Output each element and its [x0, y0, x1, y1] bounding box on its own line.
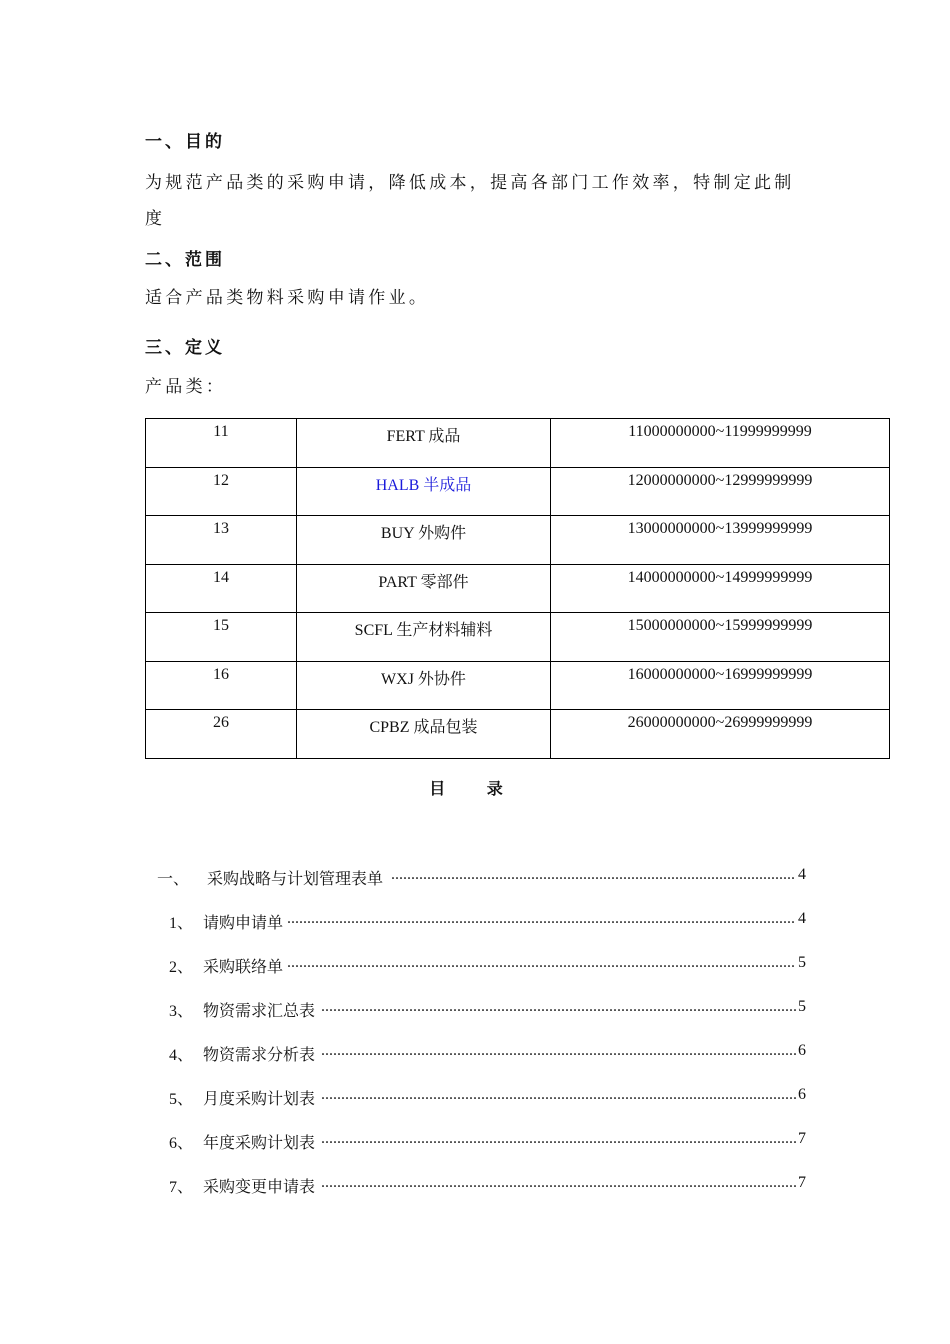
- product-label: 产品类：: [145, 377, 227, 397]
- toc-entry-label: 采购联络单: [203, 959, 284, 976]
- toc-leader-dots: [287, 910, 796, 930]
- section-title-purpose: 一、目的: [145, 132, 225, 152]
- category-name: BUY 外购件: [297, 516, 551, 565]
- toc-entry-number: 4、: [169, 1047, 194, 1064]
- category-range: 26000000000~26999999999: [551, 710, 890, 759]
- section-title-definition: 三、定义: [145, 338, 225, 358]
- toc-entry-label: 物资需求汇总表: [203, 1003, 316, 1020]
- table-row: [146, 661, 890, 710]
- scope-text: 适合产品类物料采购申请作业。: [145, 288, 430, 308]
- category-range: 16000000000~16999999999: [551, 661, 890, 710]
- toc-entry-label: 采购变更申请表: [203, 1179, 316, 1196]
- category-name: WXJ 外协件: [297, 661, 551, 710]
- toc-entry[interactable]: [0, 1174, 806, 1198]
- table-row: [146, 516, 890, 565]
- toc-entry-label: 月度采购计划表: [203, 1091, 316, 1108]
- toc-entry-number: 7、: [169, 1179, 194, 1196]
- category-code: 26: [146, 710, 297, 759]
- toc-entry[interactable]: [0, 866, 806, 890]
- table-row: [146, 419, 890, 468]
- table-row: [146, 710, 890, 759]
- toc-leader-dots: [321, 1130, 796, 1150]
- product-category-table: [145, 418, 890, 759]
- toc-entry-label: 物资需求分析表: [203, 1047, 316, 1064]
- category-name: PART 零部件: [297, 564, 551, 613]
- toc-entry-number: 一、: [157, 871, 190, 888]
- category-range: 13000000000~13999999999: [551, 516, 890, 565]
- toc-entry[interactable]: [0, 1130, 806, 1154]
- category-name: SCFL 生产材料辅料: [297, 613, 551, 662]
- toc-entry-label: 年度采购计划表: [203, 1135, 316, 1152]
- category-code: 11: [146, 419, 297, 468]
- section-title-scope: 二、范围: [145, 250, 225, 270]
- purpose-text: 为规范产品类的采购申请，降低成本，提高各部门工作效率，特制定此制度: [145, 173, 795, 229]
- toc-leader-dots: [321, 1042, 796, 1062]
- toc-leader-dots: [287, 954, 796, 974]
- toc-entry-page: 5: [798, 954, 806, 971]
- toc-entry-number: 5、: [169, 1091, 194, 1108]
- toc-entry[interactable]: [0, 1086, 806, 1110]
- toc-entry-number: 6、: [169, 1135, 194, 1152]
- toc-title: 目 录: [429, 779, 521, 798]
- category-name-link[interactable]: HALB 半成品: [297, 467, 551, 516]
- toc-entry[interactable]: [0, 998, 806, 1022]
- toc-entry[interactable]: [0, 954, 806, 978]
- category-name: CPBZ 成品包装: [297, 710, 551, 759]
- toc-entry-page: 5: [798, 998, 806, 1015]
- toc-entry-page: 6: [798, 1042, 806, 1059]
- toc-entry-page: 6: [798, 1086, 806, 1103]
- toc-entry-label: 采购战略与计划管理表单: [207, 871, 384, 888]
- toc-entry-page: 4: [798, 910, 806, 927]
- toc-entry-number: 2、: [169, 959, 194, 976]
- toc-leader-dots: [321, 998, 796, 1018]
- category-name: FERT 成品: [297, 419, 551, 468]
- table-row: [146, 564, 890, 613]
- toc-entry-number: 1、: [169, 915, 194, 932]
- toc-leader-dots: [321, 1086, 796, 1106]
- toc-entry-page: 4: [798, 866, 806, 883]
- toc-entry-page: 7: [798, 1174, 806, 1191]
- toc-entry[interactable]: [0, 1042, 806, 1066]
- category-code: 16: [146, 661, 297, 710]
- table-row: [146, 613, 890, 662]
- toc-entry[interactable]: [0, 910, 806, 934]
- toc-leader-dots: [391, 866, 796, 886]
- category-range: 14000000000~14999999999: [551, 564, 890, 613]
- toc-entry-number: 3、: [169, 1003, 194, 1020]
- category-code: 14: [146, 564, 297, 613]
- table-row: [146, 467, 890, 516]
- category-range: 12000000000~12999999999: [551, 467, 890, 516]
- category-code: 12: [146, 467, 297, 516]
- category-range: 11000000000~11999999999: [551, 419, 890, 468]
- toc-leader-dots: [321, 1174, 796, 1194]
- category-code: 15: [146, 613, 297, 662]
- toc-entry-page: 7: [798, 1130, 806, 1147]
- toc-entry-label: 请购申请单: [203, 915, 284, 932]
- category-range: 15000000000~15999999999: [551, 613, 890, 662]
- category-code: 13: [146, 516, 297, 565]
